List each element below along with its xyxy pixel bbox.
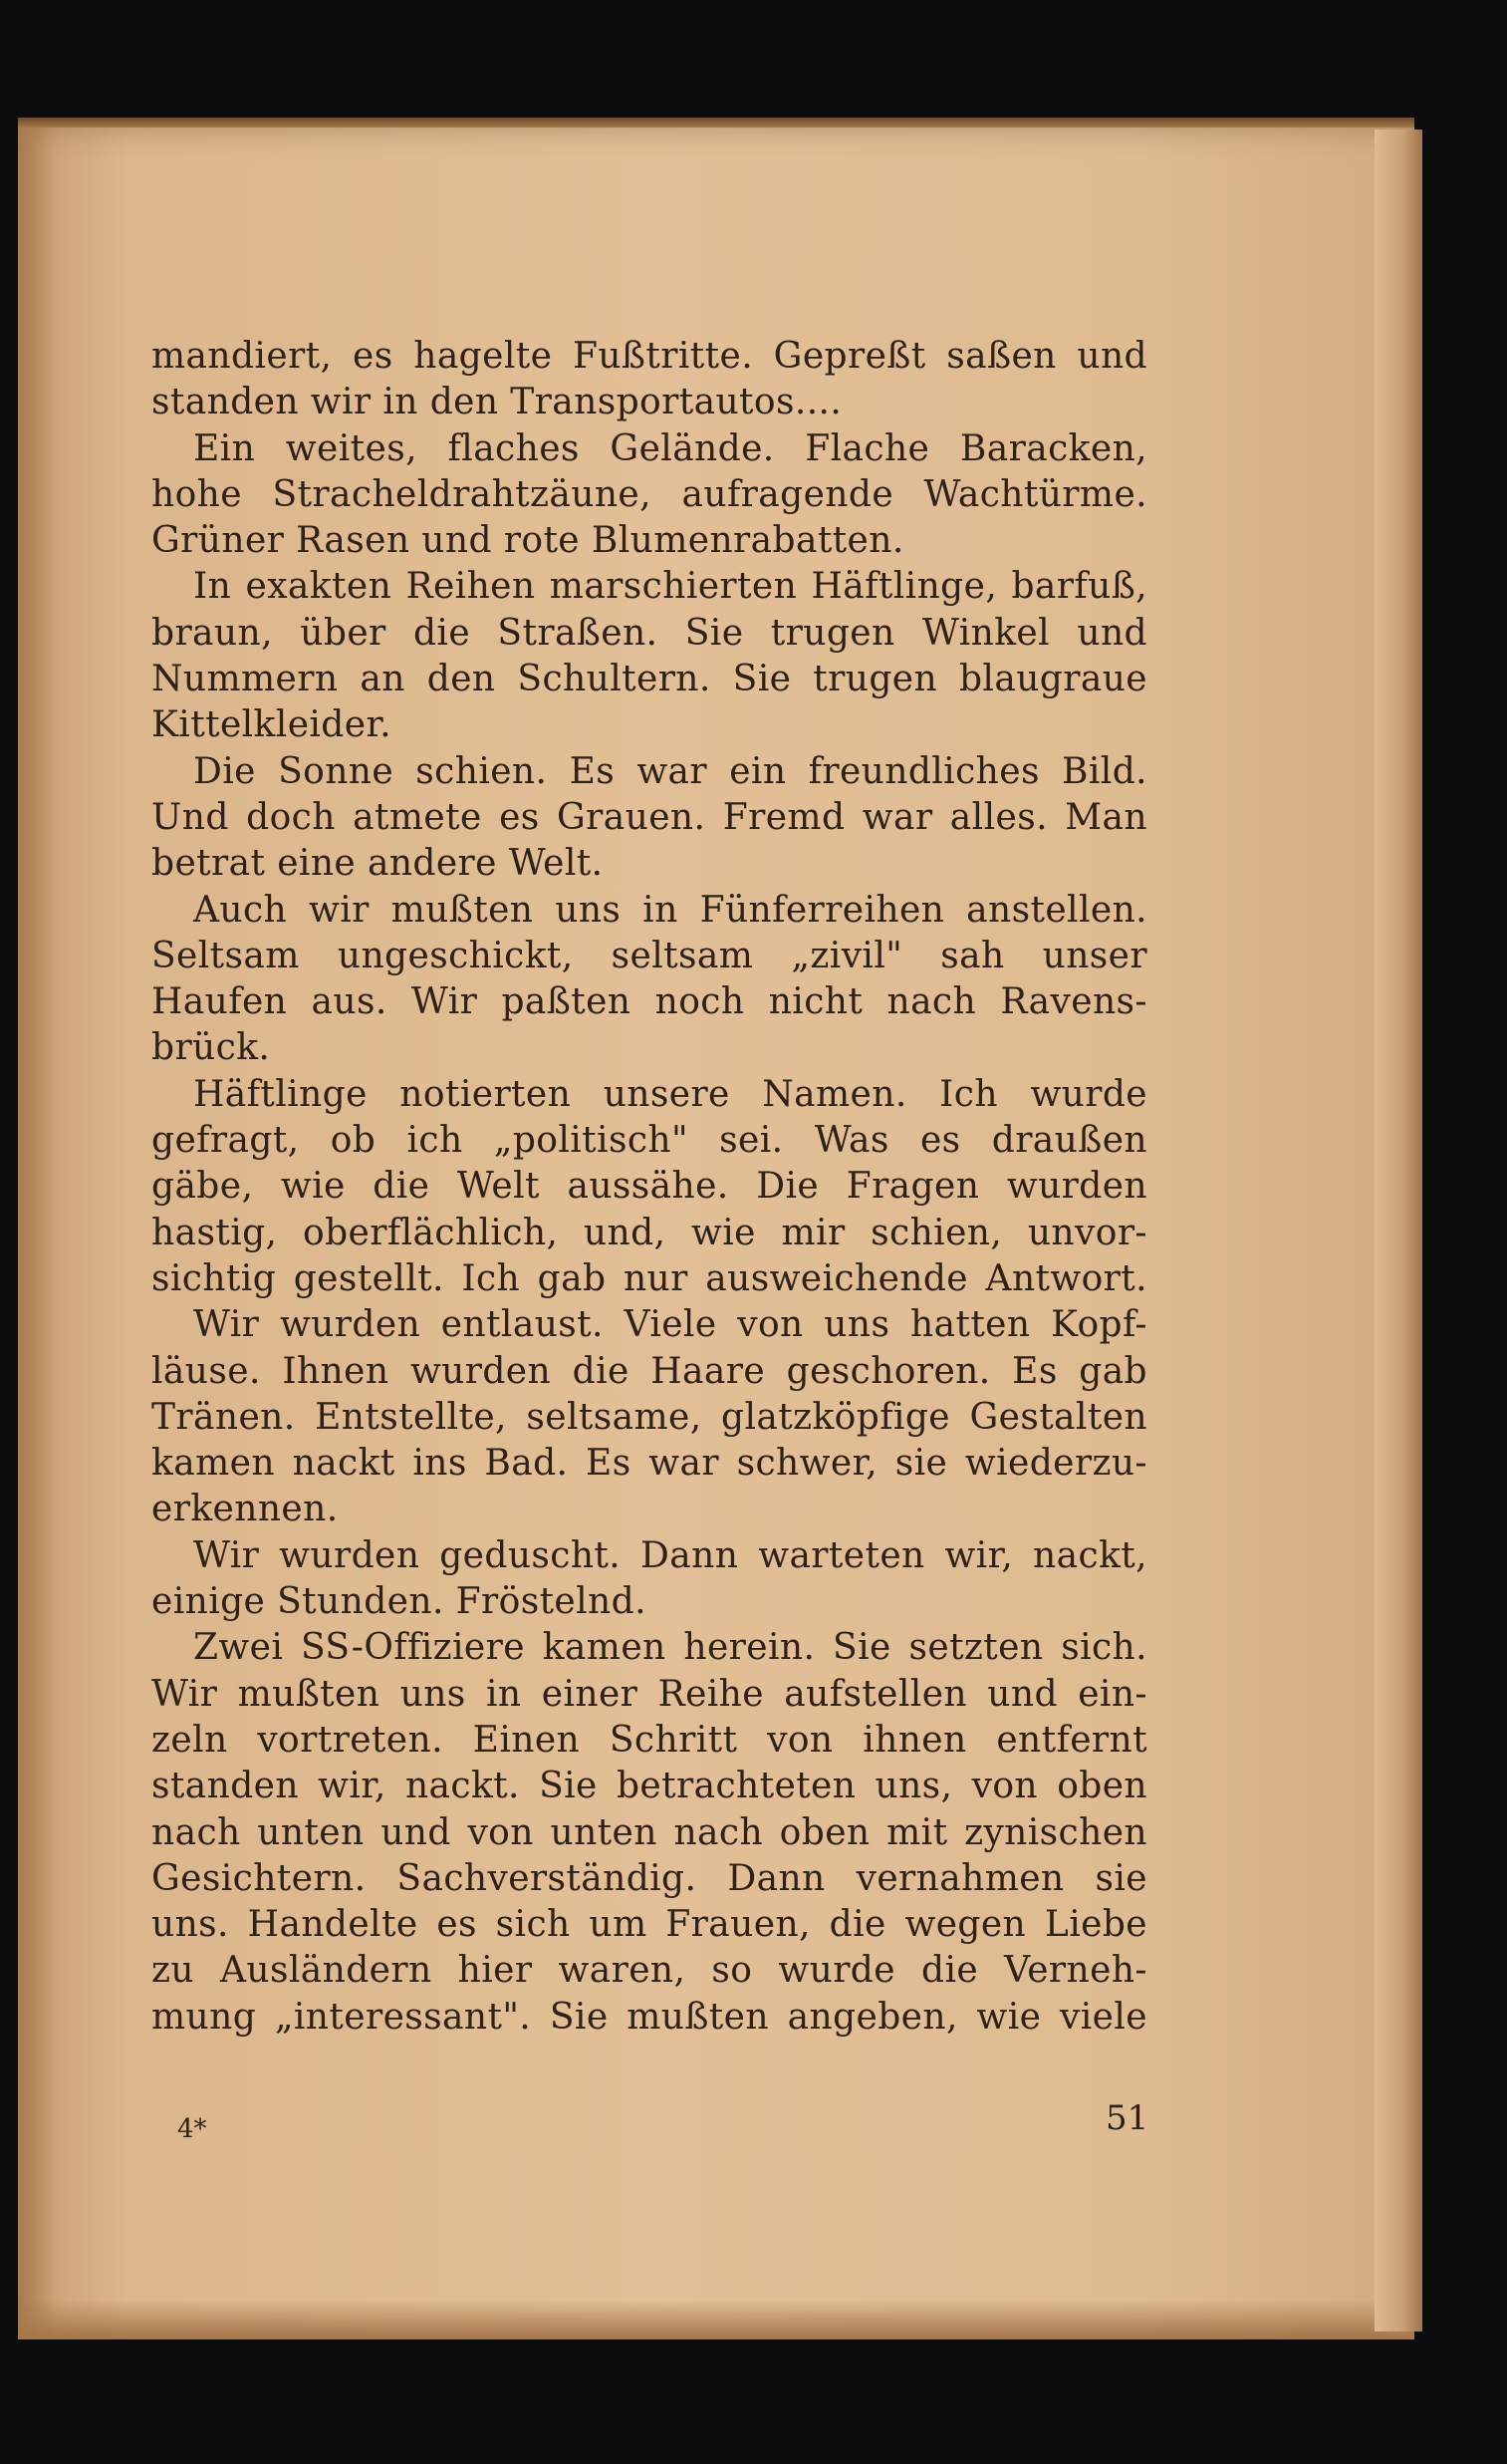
text-line: Haufen aus. Wir paßten noch nicht nach Ravens- [151,981,1147,1023]
text-line: Ein weites, flaches Gelände. Flache Baracken, [193,427,1147,469]
text-line: kamen nackt ins Bad. Es war schwer, sie wiederzu- [151,1443,1147,1485]
body-text [151,334,1147,2041]
page-right-edge [1375,130,1422,2331]
text-line: zu Ausländern hier waren, so wurde die Verneh- [151,1950,1147,1992]
text-line: läuse. Ihnen wurden die Haare geschoren. Es gab [151,1350,1147,1392]
text-line: betrat eine andere Welt. [151,843,604,885]
text-line: Häftlinge notierten unsere Namen. Ich wurde [193,1073,1147,1115]
text-line: In exakten Reihen marschierten Häftlinge, barfuß, [193,566,1147,608]
text-line: erkennen. [151,1489,339,1530]
text-line: Und doch atmete es Grauen. Fremd war alles. Man [151,796,1147,838]
text-line: nach unten und von unten nach oben mit zynischen [151,1811,1147,1853]
text-line: standen wir in den Transportautos.... [151,382,843,423]
text-line: sichtig gestellt. Ich gab nur ausweichende Antwort. [151,1257,1147,1299]
text-line: Auch wir mußten uns in Fünferreihen anstellen. [193,889,1147,931]
text-line: gäbe, wie die Welt aussähe. Die Fragen wurden [151,1166,1147,1208]
text-line: gefragt, ob ich „politisch" sei. Was es draußen [151,1120,1147,1162]
text-line: Kittelkleider. [151,704,391,746]
text-line: Wir mußten uns in einer Reihe aufstellen und ein- [151,1673,1147,1715]
text-line: Seltsam ungeschickt, seltsam „zivil" sah unser [151,935,1147,976]
text-line: hastig, oberflächlich, und, wie mir schien, unvor- [151,1212,1147,1253]
text-line: Gesichtern. Sachverständig. Dann vernahmen sie [151,1857,1147,1899]
text-line: hohe Stracheldrahtzäune, aufragende Wachtürme. [151,473,1147,515]
text-line: einige Stunden. Fröstelnd. [151,1581,646,1623]
text-line: Zwei SS-Offiziere kamen herein. Sie setzten sich. [193,1627,1147,1669]
text-line: uns. Handelte es sich um Frauen, die wegen Liebe [151,1904,1147,1946]
text-line: brück. [151,1027,271,1069]
text-line: Grüner Rasen und rote Blumenrabatten. [151,520,904,562]
text-line: Wir wurden geduscht. Dann warteten wir, nackt, [193,1534,1147,1576]
text-line: zeln vortreten. Einen Schritt von ihnen entfernt [151,1719,1147,1761]
page-number: 51 [1106,2098,1149,2138]
text-line: standen wir, nackt. Sie betrachteten uns, von oben [151,1766,1147,1807]
text-line: mandiert, es hagelte Fußtritte. Gepreßt saßen und [151,336,1147,377]
text-line: Die Sonne schien. Es war ein freundliches Bild. [193,750,1147,792]
text-line: Tränen. Entstellte, seltsame, glatzköpfige Gestalten [151,1396,1147,1438]
text-line: Wir wurden entlaust. Viele von uns hatten Kopf- [193,1304,1147,1346]
text-line: mung „interessant". Sie mußten angeben, wie viele [151,1996,1147,2038]
signature-mark: 4* [177,2114,207,2144]
text-line: braun, über die Straßen. Sie trugen Winkel und [151,612,1147,654]
text-line: Nummern an den Schultern. Sie trugen blaugraue [151,659,1147,700]
